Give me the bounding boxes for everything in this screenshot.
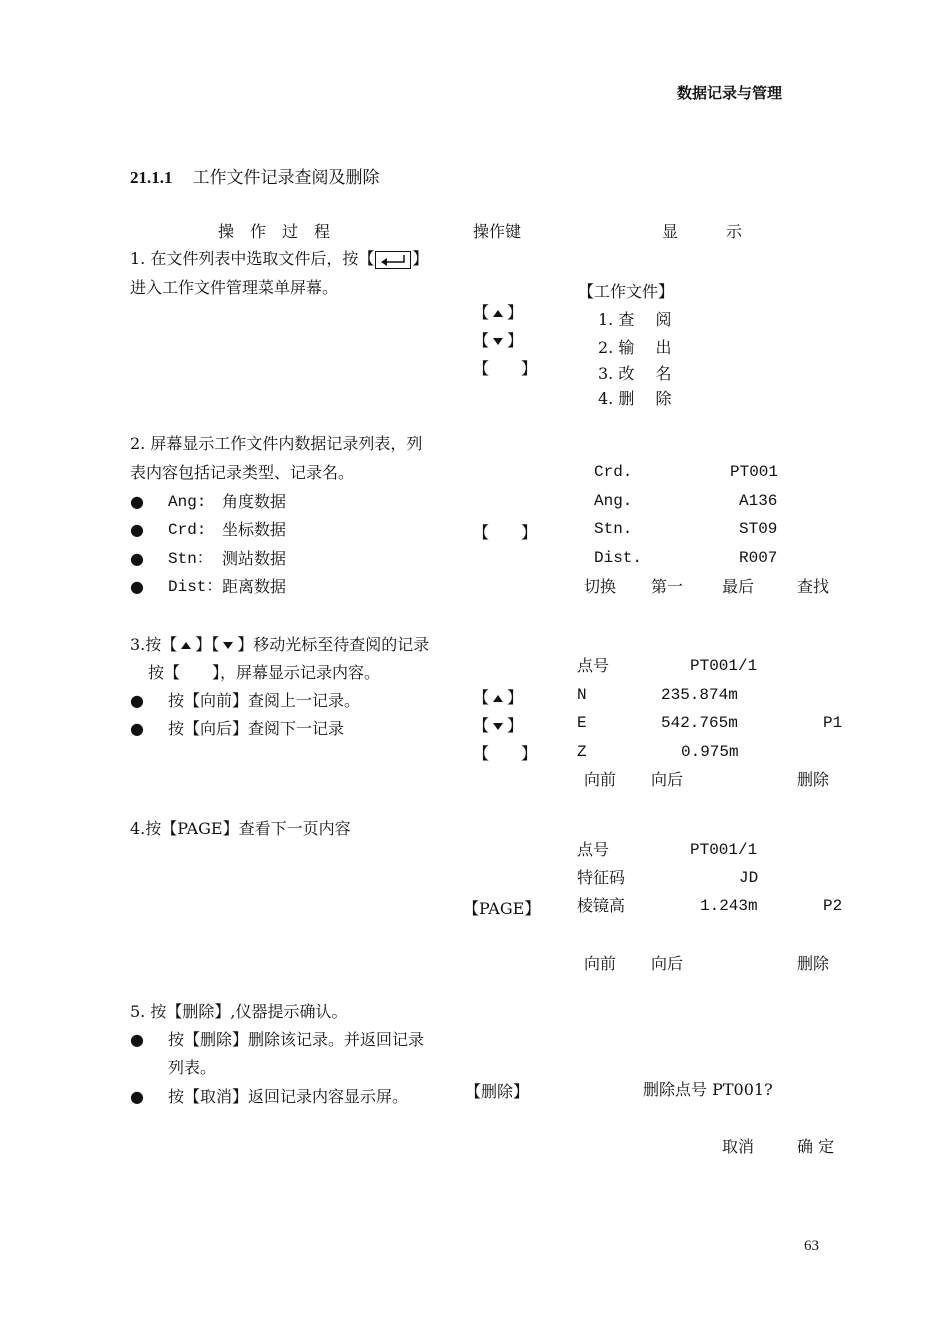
step4-height-label: 棱镜高 bbox=[577, 896, 626, 915]
step4-code-value: JD bbox=[739, 869, 759, 887]
step2-code-stn: Stn： bbox=[168, 550, 213, 568]
step4-point-value: PT001/1 bbox=[690, 841, 758, 859]
delete-confirm-prompt: 删除点号 PT001? bbox=[643, 1080, 773, 1099]
step4-page-indicator: P2 bbox=[823, 897, 843, 915]
step4-height-value: 1.243m bbox=[700, 897, 758, 915]
section-heading bbox=[130, 163, 380, 188]
step3-e-label: E bbox=[577, 714, 587, 732]
step2-line1: 2. 屏幕显示工作文件内数据记录列表，列 bbox=[130, 434, 423, 453]
softkey-next: 向后 bbox=[651, 770, 684, 789]
step3-e-value: 542.765m bbox=[661, 714, 738, 732]
menu-item-output: 2. 输 出 bbox=[598, 338, 672, 357]
record-type-2: Ang. bbox=[594, 492, 633, 510]
step2-code-ang: Ang: bbox=[168, 493, 207, 511]
step1-line1 bbox=[130, 249, 428, 269]
section-title: 工作文件记录查阅及删除 bbox=[192, 168, 380, 188]
step5-line1: 5. 按【删除】,仪器提示确认。 bbox=[130, 1002, 348, 1021]
softkey-prev: 向前 bbox=[584, 770, 617, 789]
softkey-switch: 切换 bbox=[584, 577, 617, 596]
step4-page-key: 【PAGE】 bbox=[463, 899, 541, 918]
step3-bullet-next: ● bbox=[130, 719, 144, 738]
column-display: 显 示 bbox=[662, 222, 743, 241]
record-name-3: ST09 bbox=[739, 520, 778, 538]
softkey-delete-2: 删除 bbox=[797, 954, 830, 973]
up-arrow-icon bbox=[181, 642, 191, 649]
step4-line1: 4.按【PAGE】查看下一页内容 bbox=[130, 819, 351, 838]
menu-item-delete: 4. 删 除 bbox=[598, 389, 672, 408]
softkey-cancel: 取消 bbox=[722, 1137, 755, 1156]
menu-item-rename: 3. 改 名 bbox=[598, 364, 672, 383]
enter-key-icon bbox=[375, 251, 411, 269]
step4-code-label: 特征码 bbox=[577, 868, 626, 887]
step1-down-key: 【 】 bbox=[473, 331, 524, 350]
step3-z-label: Z bbox=[577, 743, 587, 761]
step5-delete-key: 【删除】 bbox=[465, 1082, 530, 1101]
up-arrow-icon bbox=[493, 695, 503, 702]
page-number: 63 bbox=[804, 1238, 819, 1254]
step3-enter-key: 【 】 bbox=[473, 744, 538, 763]
up-arrow-icon bbox=[493, 310, 503, 317]
softkey-next-2: 向后 bbox=[651, 954, 684, 973]
step4-point-label: 点号 bbox=[577, 840, 610, 859]
step2-bullet-ang: ● bbox=[130, 492, 144, 511]
softkey-first: 第一 bbox=[651, 577, 684, 596]
softkey-confirm: 确 定 bbox=[797, 1137, 835, 1156]
down-arrow-icon bbox=[493, 338, 503, 345]
step2-code-dist: Dist： bbox=[168, 578, 223, 596]
step3-point-label: 点号 bbox=[577, 656, 610, 675]
section-number: 21.1.1 bbox=[130, 168, 173, 187]
record-type-3: Stn. bbox=[594, 520, 633, 538]
softkey-prev-2: 向前 bbox=[584, 954, 617, 973]
step1-bracket-end: 】 bbox=[412, 249, 429, 268]
step5-text-delete: 按【删除】删除该记录。并返回记录 bbox=[168, 1030, 425, 1049]
step3-line1: 3.按【 】【 】移动光标至待查阅的记录 bbox=[130, 635, 430, 654]
step1-screen-title: 【工作文件】 bbox=[578, 282, 675, 301]
step3-text-prev: 按【向前】查阅上一记录。 bbox=[168, 691, 361, 710]
down-arrow-icon bbox=[493, 723, 503, 730]
step2-code-crd: Crd: bbox=[168, 521, 207, 539]
step1-text: 1. 在文件列表中选取文件后，按【 bbox=[130, 249, 375, 268]
softkey-last: 最后 bbox=[722, 577, 755, 596]
step5-text-cancel: 按【取消】返回记录内容显示屏。 bbox=[168, 1087, 409, 1106]
step5-bullet-delete: ● bbox=[130, 1030, 144, 1049]
softkey-delete: 删除 bbox=[797, 770, 830, 789]
softkey-find: 查找 bbox=[797, 577, 830, 596]
step3-bullet-prev: ● bbox=[130, 691, 144, 710]
step5-bullet-cancel: ● bbox=[130, 1087, 144, 1106]
step3-n-label: N bbox=[577, 686, 587, 704]
step2-desc-dist: 距离数据 bbox=[222, 577, 287, 596]
column-key: 操作键 bbox=[473, 222, 522, 241]
step3-point-value: PT001/1 bbox=[690, 657, 758, 675]
step1-enter-key: 【 】 bbox=[473, 359, 538, 378]
step2-desc-ang: 角度数据 bbox=[222, 492, 287, 511]
step2-bullet-stn: ● bbox=[130, 549, 144, 568]
step2-bullet-crd: ● bbox=[130, 520, 144, 539]
step2-bullet-dist: ● bbox=[130, 577, 144, 596]
record-name-1: PT001 bbox=[730, 463, 779, 481]
step3-page-indicator: P1 bbox=[823, 714, 843, 732]
step3-down-key: 【 】 bbox=[473, 716, 524, 735]
step3-z-value: 0.975m bbox=[681, 743, 739, 761]
step3-up-key: 【 】 bbox=[473, 688, 524, 707]
step5-text-delete-cont: 列表。 bbox=[168, 1058, 217, 1077]
step2-line2: 表内容包括记录类型、记录名。 bbox=[130, 463, 355, 482]
step3-n-value: 235.874m bbox=[661, 686, 738, 704]
down-arrow-icon bbox=[223, 642, 233, 649]
record-type-1: Crd. bbox=[594, 463, 633, 481]
running-header: 数据记录与管理 bbox=[677, 84, 783, 102]
step2-enter-key: 【 】 bbox=[473, 523, 538, 542]
column-procedure: 操 作 过 程 bbox=[218, 222, 331, 241]
record-name-4: R007 bbox=[739, 549, 778, 567]
step2-desc-crd: 坐标数据 bbox=[222, 520, 287, 539]
menu-item-view: 1. 查 阅 bbox=[598, 310, 672, 329]
record-name-2: A136 bbox=[739, 492, 778, 510]
step1-up-key: 【 】 bbox=[473, 303, 524, 322]
step2-desc-stn: 测站数据 bbox=[222, 549, 287, 568]
step3-text-next: 按【向后】查阅下一记录 bbox=[168, 719, 345, 738]
record-type-4: Dist. bbox=[594, 549, 643, 567]
step3-line2: 按【 】，屏幕显示记录内容。 bbox=[148, 663, 381, 682]
step1-line2: 进入工作文件管理菜单屏幕。 bbox=[130, 278, 339, 297]
